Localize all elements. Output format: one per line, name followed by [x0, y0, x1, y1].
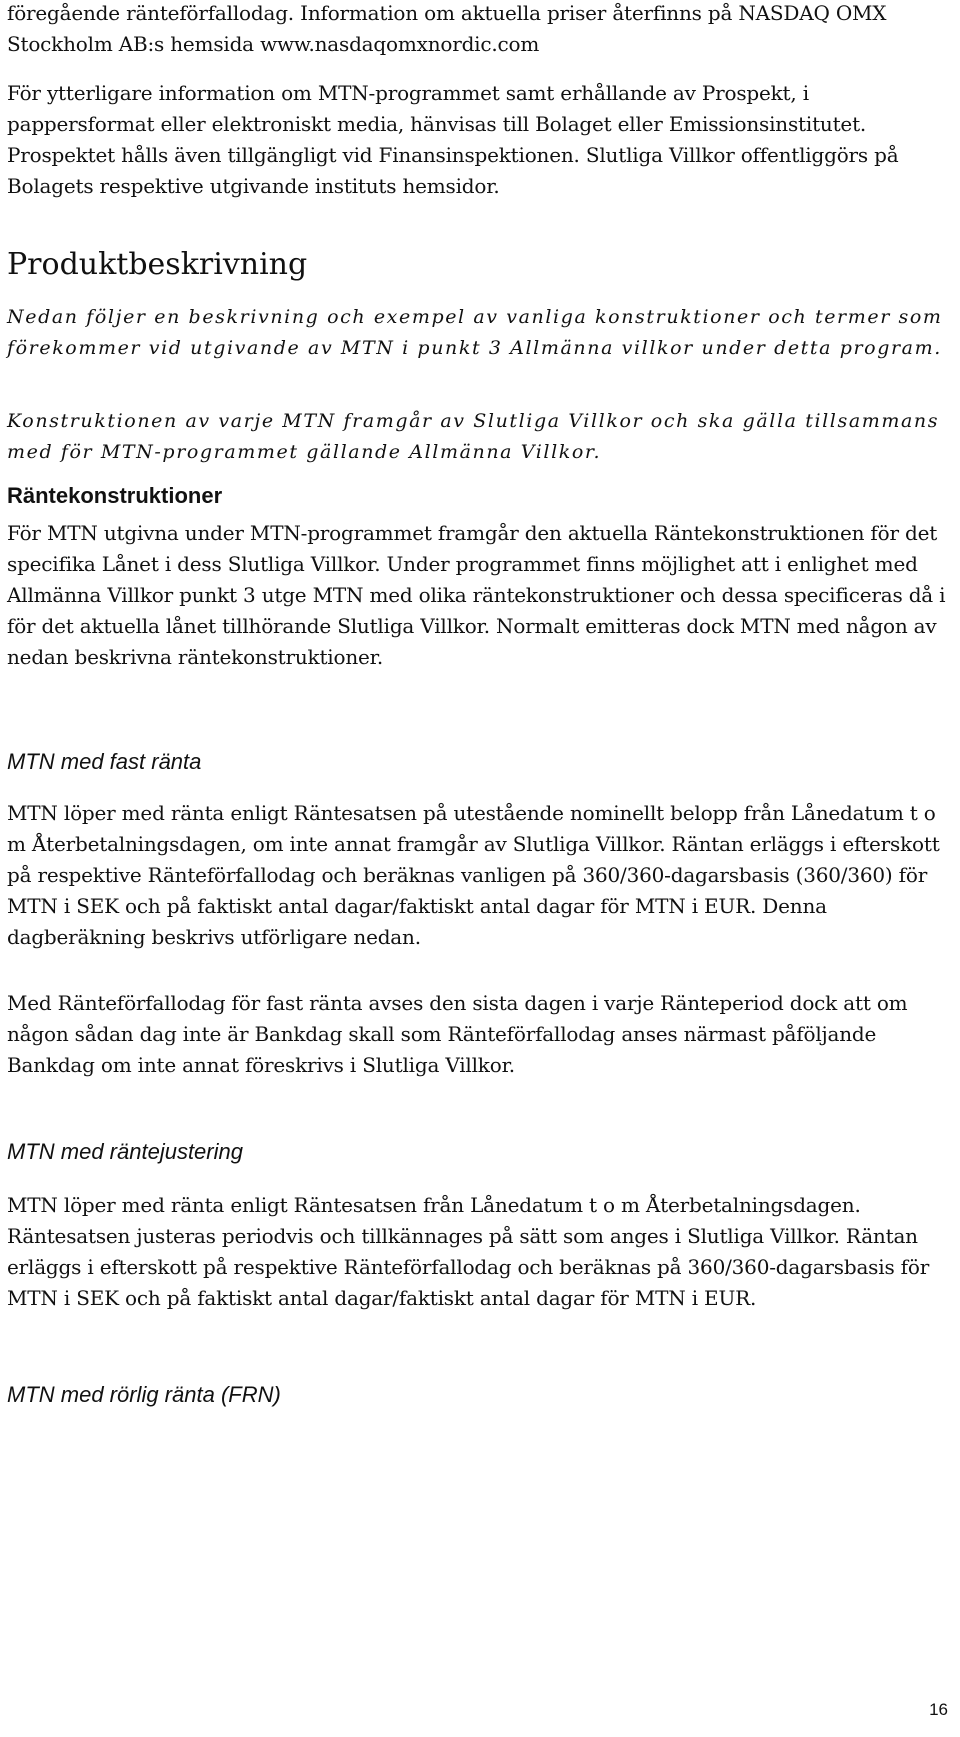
paragraph-further-info: För ytterligare information om MTN-programmet samt erhållande av Prospekt, i pappersformat eller elektroniskt media, hänvisas till Bolaget eller Emissionsinstitutet. Prospektet hålls även tillgängligt vid Finansinspektionen. Slutliga Villkor offentliggörs på Bolagets respektive utgivande instituts hemsidor. — [7, 81, 899, 198]
heading-rorlig-ranta: MTN med rörlig ränta (FRN) — [7, 1382, 281, 1407]
heading-rantejustering: MTN med räntejustering — [7, 1139, 243, 1164]
heading-fast-ranta: MTN med fast ränta — [7, 749, 202, 774]
heading-rantekonstruktioner: Räntekonstruktioner — [7, 483, 223, 508]
paragraph-rantekonstruktioner: För MTN utgivna under MTN-programmet framgår den aktuella Räntekonstruktionen för det specifika Lånet i dess Slutliga Villkor. Under programmet finns möjlighet att i enlighet med Allmänna Villkor punkt 3 utge MTN med olika räntekonstruktioner och dessa specificeras då i för det aktuella lånet tillhörande Slutliga Villkor. Normalt emitteras dock MTN med någon av nedan beskrivna räntekonstruktioner. — [7, 521, 946, 669]
paragraph-rantejustering: MTN löper med ränta enligt Räntesatsen från Lånedatum t o m Återbetalningsdagen. Räntesatsen justeras periodvis och tillkännages på sätt som anges i Slutliga Villkor. Räntan erläggs i efterskott på respektive Ränteförfallodag och beräknas på 360/360-dagarsbasis för MTN i SEK och på faktiskt antal dagar/faktiskt antal dagar för MTN i EUR. — [7, 1193, 930, 1310]
paragraph-fast-ranta-1: MTN löper med ränta enligt Räntesatsen på utestående nominellt belopp från Lånedatum t o m Återbetalningsdagen, om inte annat framgår av Slutliga Villkor. Räntan erläggs i efterskott på respektive Ränteförfallodag och beräknas vanligen på 360/360-dagarsbasis (360/360) för MTN i SEK och på faktiskt antal dagar/faktiskt antal dagar för MTN i EUR. Denna dagberäkning beskrivs utförligare nedan. — [7, 801, 940, 949]
heading-produktbeskrivning: Produktbeskrivning — [7, 247, 308, 282]
paragraph-konstruktion: Konstruktionen av varje MTN framgår av Slutliga Villkor och ska gälla tillsammans med för MTN-programmet gällande Allmänna Villkor. — [7, 410, 940, 463]
paragraph-produkt-intro: Nedan följer en beskrivning och exempel av vanliga konstruktioner och termer som förekommer vid utgivande av MTN i punkt 3 Allmänna villkor under detta program. — [7, 306, 943, 359]
paragraph-price-info: föregående ränteförfallodag. Information om aktuella priser återfinns på NASDAQ OMX Stockholm AB:s hemsida www.nasdaqomxnordic.com — [7, 1, 887, 56]
page-number: 16 — [929, 1700, 948, 1719]
paragraph-fast-ranta-2: Med Ränteförfallodag för fast ränta avses den sista dagen i varje Ränteperiod dock att om någon sådan dag inte är Bankdag skall som Ränteförfallodag anses närmast påföljande Bankdag om inte annat föreskrivs i Slutliga Villkor. — [7, 991, 908, 1077]
